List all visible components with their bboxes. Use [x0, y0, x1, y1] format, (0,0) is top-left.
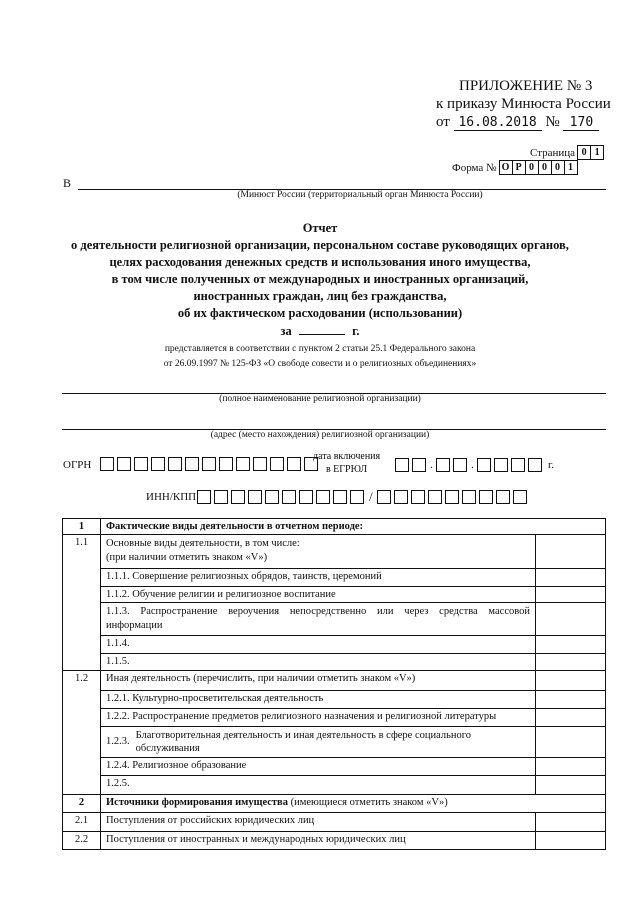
- table-row: [63, 535, 606, 569]
- table-row: [63, 691, 606, 709]
- page-number-cells: [578, 145, 604, 160]
- check-cell[interactable]: [536, 758, 606, 776]
- check-cell[interactable]: [536, 832, 606, 850]
- ogrn-box[interactable]: [236, 457, 250, 471]
- kpp-box[interactable]: [411, 490, 425, 504]
- appendix-title: ПРИЛОЖЕНИЕ № 3: [459, 78, 593, 94]
- report-period: [0, 322, 640, 340]
- inn-kpp-boxes[interactable]: [197, 489, 530, 505]
- check-cell[interactable]: [536, 727, 606, 758]
- inn-box[interactable]: [197, 490, 211, 504]
- period-suffix: г.: [352, 324, 360, 338]
- date-box[interactable]: [453, 458, 467, 472]
- report-subtitle-2: целях расходования денежных средств и использования иного имущества,: [109, 255, 531, 269]
- table-row: [63, 519, 606, 535]
- row-text: 1.2.2. Распространение предметов религиозного назначения и религиозной литературы: [101, 709, 536, 727]
- row-subtext: Благотворительная деятельность и иная деятельность в сфере социального обслуживания: [135, 730, 472, 754]
- date-box[interactable]: [436, 458, 450, 472]
- table-row: [63, 813, 606, 832]
- check-cell[interactable]: [536, 636, 606, 654]
- form-label: Форма №: [452, 161, 497, 174]
- row-text: 1.1.3. Распространение вероучения непосредственно или через средства массовой информации: [101, 603, 536, 636]
- page-digit: 0: [577, 145, 591, 160]
- table-row: [63, 709, 606, 727]
- check-cell[interactable]: [536, 813, 606, 832]
- date-year-suffix: г.: [548, 458, 555, 471]
- date-box[interactable]: [395, 458, 409, 472]
- report-subtitle-1: о деятельности религиозной организации, персональном составе руководящих органов,: [71, 238, 569, 252]
- section-title-note: (имеющиеся отметить знаком «V»): [287, 797, 448, 808]
- inn-box[interactable]: [248, 490, 262, 504]
- check-cell[interactable]: [536, 569, 606, 587]
- kpp-box[interactable]: [377, 490, 391, 504]
- ogrn-box[interactable]: [168, 457, 182, 471]
- form-digit: 0: [551, 160, 565, 175]
- inn-box[interactable]: [299, 490, 313, 504]
- inn-kpp-slash: /: [369, 489, 373, 504]
- row-text: 1.1.1. Совершение религиозных обрядов, таинств, церемоний: [101, 569, 536, 587]
- period-prefix: за: [280, 324, 292, 338]
- activities-table: [62, 518, 606, 850]
- report-subtitle-4: иностранных граждан, лиц без гражданства,: [193, 289, 447, 303]
- inn-box[interactable]: [350, 490, 364, 504]
- ogrn-box[interactable]: [202, 457, 216, 471]
- period-year-field[interactable]: [299, 322, 345, 335]
- ogrn-box[interactable]: [253, 457, 267, 471]
- legal-basis-1: представляется в соответствии с пунктом 2 статьи 25.1 Федерального закона: [164, 344, 476, 354]
- ogrn-boxes[interactable]: [100, 457, 321, 471]
- legal-basis-2: от 26.09.1997 № 125-ФЗ «О свободе совести и о религиозных объединениях»: [163, 359, 477, 369]
- form-digit: 0: [538, 160, 552, 175]
- row-text: 1.2.1. Культурно-просветительская деятельность: [101, 691, 536, 709]
- inn-box[interactable]: [282, 490, 296, 504]
- inn-box[interactable]: [316, 490, 330, 504]
- report-subtitle-3: в том числе полученных от международных и иностранных организаций,: [111, 272, 529, 286]
- row-text: Иная деятельность (перечислить, при наличии отметить знаком «V»): [101, 671, 536, 691]
- ogrn-box[interactable]: [134, 457, 148, 471]
- row-text: 1.1.4.: [101, 636, 536, 654]
- form-digit: О: [499, 160, 513, 175]
- form-number-cells: [500, 160, 578, 175]
- form-digit: 1: [564, 160, 578, 175]
- check-cell[interactable]: [536, 691, 606, 709]
- from-label: от: [436, 114, 450, 130]
- egrul-date-label: [313, 450, 380, 476]
- table-row: [63, 671, 606, 691]
- kpp-box[interactable]: [462, 490, 476, 504]
- order-date: 16.08.2018: [454, 115, 542, 131]
- section-title: Фактические виды деятельности в отчетном периоде:: [101, 519, 606, 535]
- check-cell[interactable]: [536, 709, 606, 727]
- egrul-date-label-1: дата включения: [313, 451, 381, 462]
- table-row: [63, 587, 606, 603]
- ogrn-box[interactable]: [117, 457, 131, 471]
- row-text-line: (при наличии отметить знаком «V»): [106, 552, 268, 563]
- row-number: 1.1: [63, 535, 101, 671]
- table-row: [63, 603, 606, 636]
- table-row: [63, 636, 606, 654]
- check-cell[interactable]: [536, 587, 606, 603]
- ogrn-label: ОГРН: [63, 459, 92, 471]
- kpp-box[interactable]: [394, 490, 408, 504]
- date-box[interactable]: [412, 458, 426, 472]
- table-row: [63, 654, 606, 671]
- row-subnumber: 1.2.3.: [106, 736, 130, 747]
- row-number: 2.1: [63, 813, 101, 832]
- form-number-row: [452, 160, 578, 175]
- ogrn-box[interactable]: [270, 457, 284, 471]
- row-text: Поступления от иностранных и международных юридических лиц: [101, 832, 536, 850]
- check-cell[interactable]: [536, 776, 606, 795]
- ogrn-box[interactable]: [287, 457, 301, 471]
- kpp-box[interactable]: [479, 490, 493, 504]
- row-text: [101, 727, 536, 758]
- kpp-box[interactable]: [428, 490, 442, 504]
- table-row: [63, 758, 606, 776]
- row-text: 1.2.4. Религиозное образование: [101, 758, 536, 776]
- table-row: [63, 569, 606, 587]
- row-text: 1.2.5.: [101, 776, 536, 795]
- check-cell[interactable]: [536, 671, 606, 691]
- page-label: Страница: [530, 146, 576, 159]
- form-digit: 0: [525, 160, 539, 175]
- page-digit: 1: [590, 145, 604, 160]
- page-number-row: [530, 145, 604, 160]
- egrul-date-boxes[interactable]: [395, 457, 554, 472]
- row-text: 1.1.2. Обучение религии и религиозное воспитание: [101, 587, 536, 603]
- number-label: №: [545, 114, 560, 130]
- inn-box[interactable]: [231, 490, 245, 504]
- report-title: Отчет: [302, 221, 338, 235]
- order-reference: к приказу Минюста России: [436, 96, 611, 112]
- date-separator: .: [430, 457, 433, 471]
- table-row: [63, 727, 606, 758]
- section-number: 2: [63, 795, 101, 813]
- recipient-caption: (Минюст России (территориальный орган Минюста России): [237, 190, 483, 200]
- ogrn-box[interactable]: [151, 457, 165, 471]
- date-box[interactable]: [528, 458, 542, 472]
- date-box[interactable]: [477, 458, 491, 472]
- row-text: [101, 535, 536, 569]
- row-text-wrap: [106, 729, 530, 755]
- recipient-prefix: В: [63, 176, 72, 190]
- report-subtitle-5: об их фактическом расходовании (использовании): [177, 306, 463, 320]
- ogrn-box[interactable]: [185, 457, 199, 471]
- inn-box[interactable]: [214, 490, 228, 504]
- date-box[interactable]: [511, 458, 525, 472]
- row-text: 1.1.5.: [101, 654, 536, 671]
- org-name-caption: (полное наименование религиозной организации): [219, 394, 421, 404]
- section-title-text: Источники формирования имущества: [106, 797, 288, 808]
- check-cell[interactable]: [536, 535, 606, 569]
- section-number: 1: [63, 519, 101, 535]
- kpp-box[interactable]: [513, 490, 527, 504]
- section-title: [101, 795, 606, 813]
- kpp-box[interactable]: [496, 490, 510, 504]
- org-address-caption: (адрес (место нахождения) религиозной организации): [210, 430, 430, 440]
- form-digit: Р: [512, 160, 526, 175]
- date-separator: .: [471, 457, 474, 471]
- order-number: 170: [563, 115, 599, 131]
- table-row: [63, 776, 606, 795]
- table-row: [63, 832, 606, 850]
- table-row: [63, 795, 606, 813]
- date-box[interactable]: [494, 458, 508, 472]
- inn-box[interactable]: [265, 490, 279, 504]
- row-text-line: Основные виды деятельности, в том числе:: [106, 538, 300, 549]
- row-number: 1.2: [63, 671, 101, 795]
- egrul-date-label-2: в ЕГРЮЛ: [325, 464, 368, 475]
- check-cell[interactable]: [536, 654, 606, 671]
- row-text: Поступления от российских юридических лиц: [101, 813, 536, 832]
- check-cell[interactable]: [536, 603, 606, 636]
- row-number: 2.2: [63, 832, 101, 850]
- inn-kpp-label: ИНН/КПП: [146, 491, 197, 503]
- ogrn-box[interactable]: [100, 457, 114, 471]
- ogrn-box[interactable]: [219, 457, 233, 471]
- kpp-box[interactable]: [445, 490, 459, 504]
- order-date-line: [436, 114, 604, 131]
- inn-box[interactable]: [333, 490, 347, 504]
